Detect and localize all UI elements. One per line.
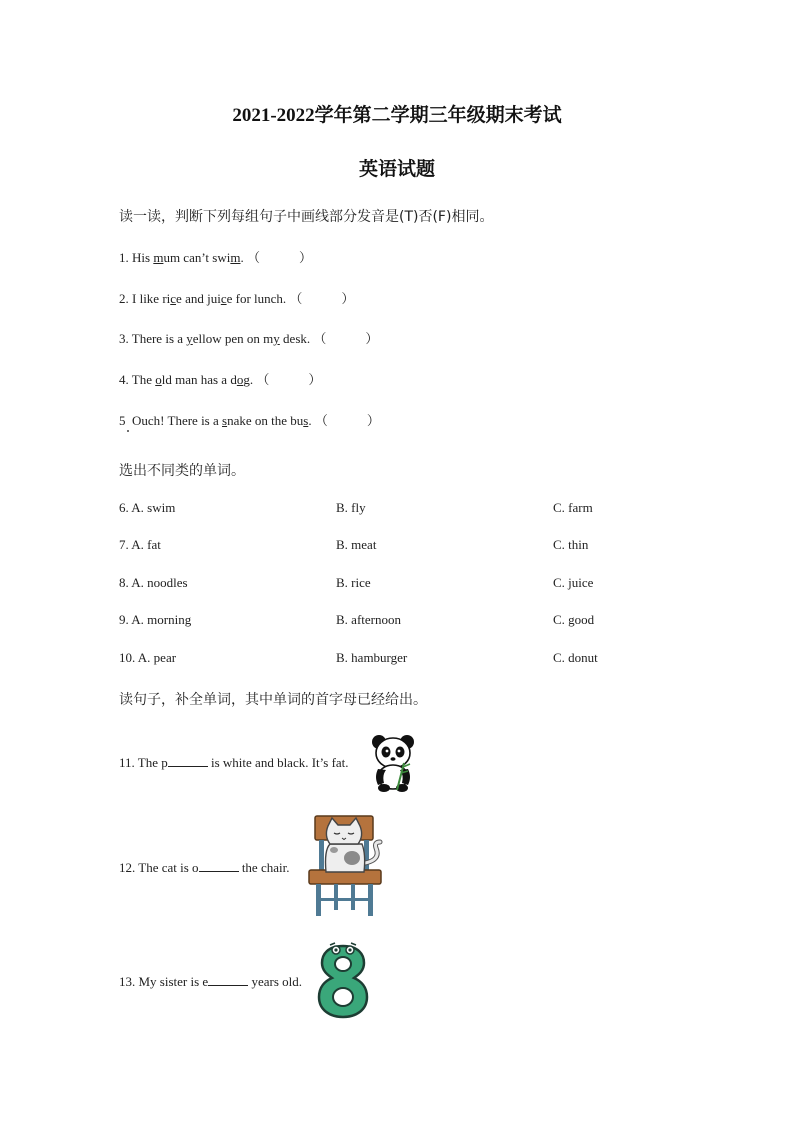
fill-blank[interactable] (199, 859, 239, 872)
question-12: 12. The cat is o the chair. (119, 860, 290, 875)
answer-parens[interactable]: （ ） (313, 331, 379, 346)
exam-subtitle: 英语试题 (358, 159, 435, 180)
option-7c[interactable]: C. thin (553, 537, 589, 552)
option-6a[interactable]: 6. A. swim (119, 500, 176, 515)
option-10b[interactable]: B. hamburger (336, 650, 408, 665)
question-3: 3. There is a yellow pen on my desk. （ ） (119, 328, 378, 347)
option-9c[interactable]: C. good (553, 612, 595, 627)
answer-parens[interactable]: （ ） (246, 250, 312, 265)
stray-dot (127, 430, 129, 432)
option-7a[interactable]: 7. A. fat (119, 537, 161, 552)
option-9a[interactable]: 9. A. morning (119, 612, 192, 627)
section2-instruction: 选出不同类的单词。 (119, 463, 245, 479)
option-9b[interactable]: B. afternoon (336, 612, 401, 627)
option-8c[interactable]: C. juice (553, 575, 594, 590)
question-1: 1. His mum can’t swim. （ ） (119, 247, 312, 266)
panda-illustration (370, 733, 416, 793)
question-5: 5 Ouch! There is a snake on the bus. （ ） (119, 410, 380, 429)
cat-on-chair-illustration (306, 814, 388, 920)
question-4: 4. The old man has a dog. （ ） (119, 369, 321, 388)
question-2: 2. I like rice and juice for lunch. （ ） (119, 288, 354, 307)
question-11: 11. The p is white and black. It’s fat. (119, 755, 349, 770)
fill-blank[interactable] (168, 754, 208, 767)
option-8a[interactable]: 8. A. noodles (119, 575, 188, 590)
answer-parens[interactable]: （ ） (314, 413, 380, 428)
question-13: 13. My sister is e years old. (119, 974, 302, 989)
section3-instruction: 读句子，补全单词，其中单词的首字母已经给出。 (119, 692, 427, 708)
number-eight-illustration (316, 942, 370, 1020)
fill-blank[interactable] (208, 973, 248, 986)
option-10c[interactable]: C. donut (553, 650, 598, 665)
answer-parens[interactable]: （ ） (289, 291, 355, 306)
option-10a[interactable]: 10. A. pear (119, 650, 177, 665)
section1-instruction: 读一读，判断下列每组句子中画线部分发音是(T)否(F)相同。 (119, 209, 494, 225)
option-6c[interactable]: C. farm (553, 500, 593, 515)
option-6b[interactable]: B. fly (336, 500, 366, 515)
answer-parens[interactable]: （ ） (256, 372, 322, 387)
exam-title: 2021-2022学年第二学期三年级期末考试 (232, 105, 562, 126)
option-8b[interactable]: B. rice (336, 575, 371, 590)
option-7b[interactable]: B. meat (336, 537, 377, 552)
